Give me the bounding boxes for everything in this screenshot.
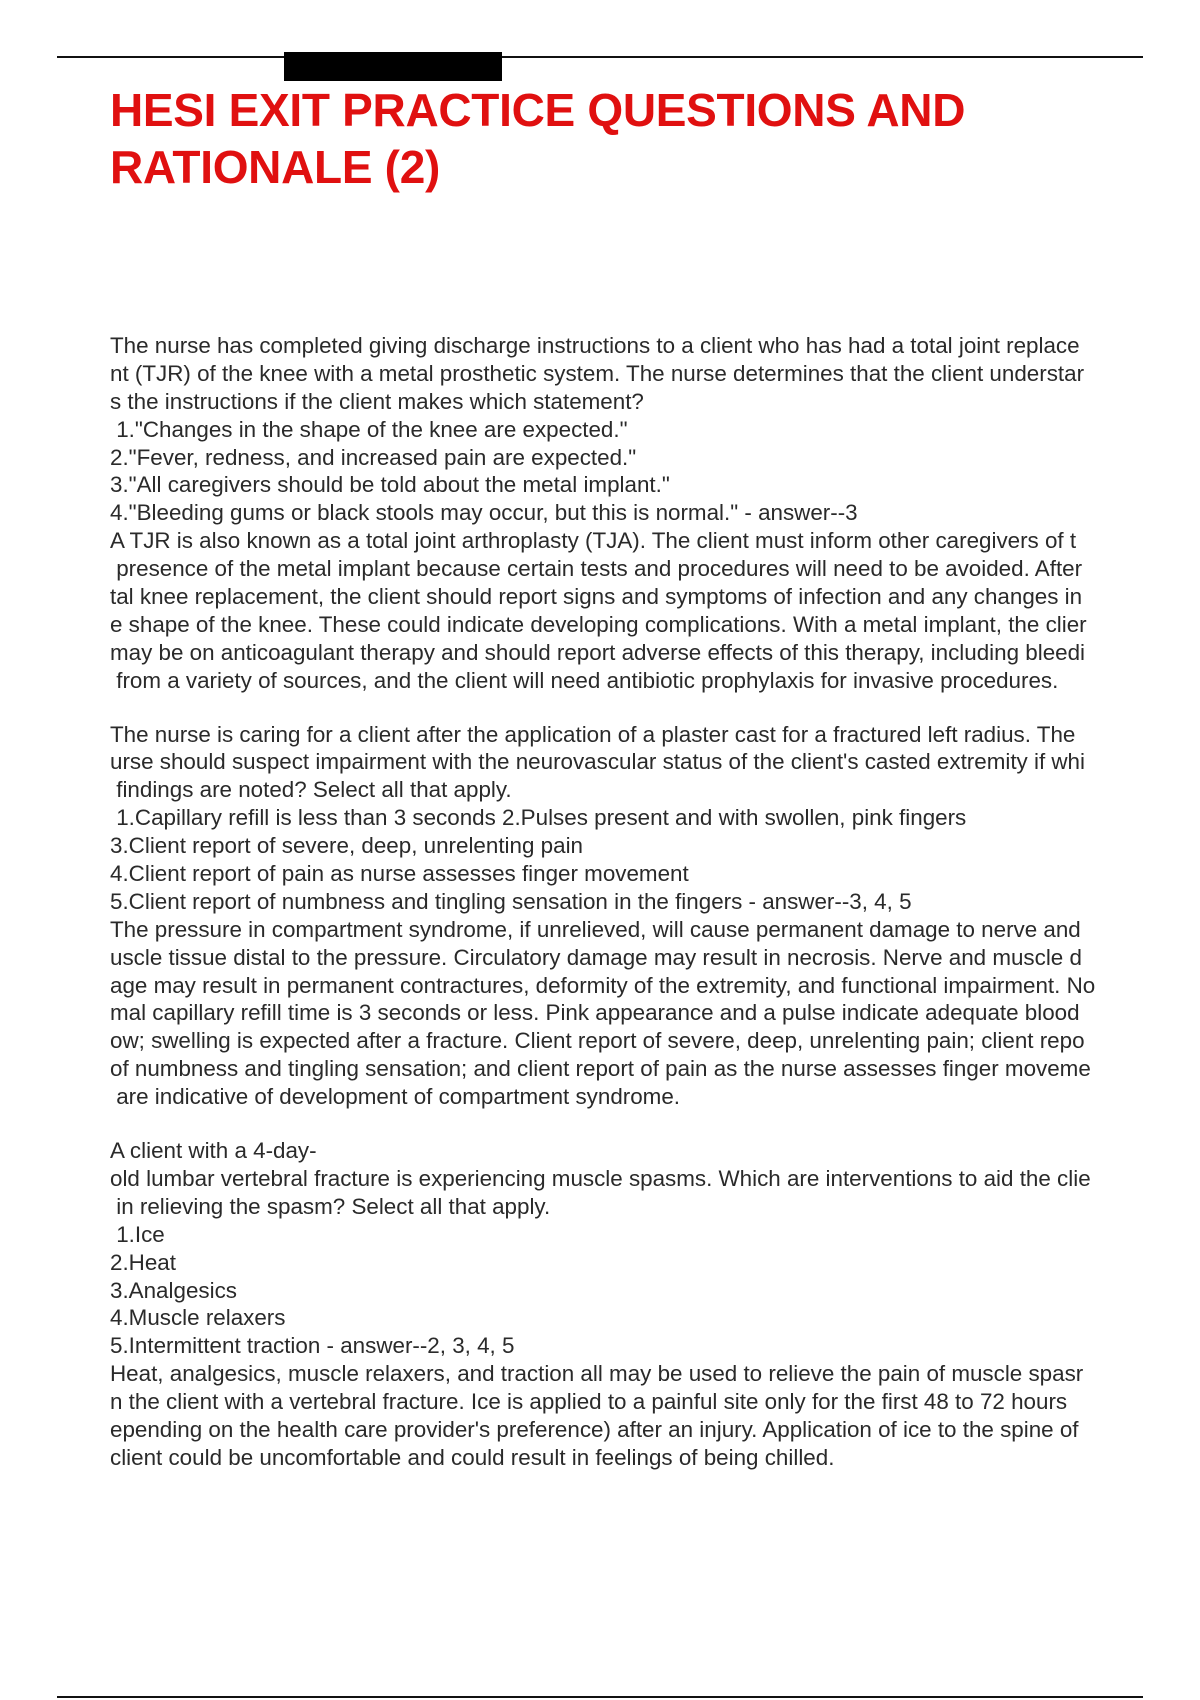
text-line: nt (TJR) of the knee with a metal prosthetic system. The nurse determines that the client understar: [110, 360, 1085, 386]
bottom-rule: [57, 1696, 1143, 1698]
top-rule: [57, 56, 1143, 58]
text-line: 3.Client report of severe, deep, unrelenting pain: [110, 833, 583, 859]
text-line: 4.Client report of pain as nurse assesses finger movement: [110, 861, 689, 887]
text-line: mal capillary refill time is 3 seconds or less. Pink appearance and a pulse indicate adequate blood: [110, 1000, 1080, 1026]
paragraph-gap: [110, 695, 1200, 721]
text-line: 3."All caregivers should be told about the metal implant.": [110, 472, 670, 498]
text-line: A TJR is also known as a total joint arthroplasty (TJA). The client must inform other caregivers of t: [110, 528, 1077, 554]
text-line: old lumbar vertebral fracture is experiencing muscle spasms. Which are interventions to aid the clie: [110, 1165, 1091, 1191]
text-line: The nurse has completed giving discharge instructions to a client who has had a total joint replace: [110, 333, 1080, 358]
text-line: tal knee replacement, the client should report signs and symptoms of infection and any changes in: [110, 584, 1083, 610]
text-line: 5.Intermittent traction - answer--2, 3, 4, 5: [110, 1333, 515, 1359]
text-line: may be on anticoagulant therapy and should report adverse effects of this therapy, including bleedi: [110, 639, 1086, 665]
text-line: are indicative of development of compartment syndrome.: [110, 1084, 680, 1110]
text-line: The nurse is caring for a client after the application of a plaster cast for a fractured left radius. The: [110, 721, 1076, 747]
text-line: Heat, analgesics, muscle relaxers, and traction all may be used to relieve the pain of muscle spasr: [110, 1361, 1084, 1387]
redaction-bar: [284, 52, 502, 81]
text-line: 4.Muscle relaxers: [110, 1305, 286, 1331]
text-line: uscle tissue distal to the pressure. Circulatory damage may result in necrosis. Nerve and muscle d: [110, 944, 1082, 970]
title-line: RATIONALE (2): [110, 141, 441, 193]
text-line: in relieving the spasm? Select all that apply.: [110, 1193, 551, 1219]
text-line: 3.Analgesics: [110, 1277, 237, 1303]
text-line: e shape of the knee. These could indicate developing complications. With a metal implant, the clier: [110, 611, 1087, 637]
text-line: presence of the metal implant because certain tests and procedures will need to be avoided. After: [110, 556, 1083, 582]
text-line: epending on the health care provider's preference) after an injury. Application of ice to the spine of: [110, 1416, 1079, 1442]
text-line: 2."Fever, redness, and increased pain are expected.": [110, 444, 637, 470]
document-title: [110, 82, 1110, 196]
paragraph-gap: [110, 1111, 1200, 1137]
text-line: A client with a 4-day-: [110, 1138, 317, 1164]
text-line: 1.Ice: [110, 1221, 165, 1247]
text-line: 2.Heat: [110, 1249, 176, 1275]
question-block: [110, 1137, 1200, 1472]
text-line: s the instructions if the client makes which statement?: [110, 388, 644, 414]
title-line: HESI EXIT PRACTICE QUESTIONS AND: [110, 84, 966, 136]
text-line: ow; swelling is expected after a fracture. Client report of severe, deep, unrelenting pain; client repo: [110, 1028, 1085, 1054]
text-line: client could be uncomfortable and could result in feelings of being chilled.: [110, 1444, 835, 1470]
text-line: findings are noted? Select all that apply.: [110, 777, 512, 803]
text-line: from a variety of sources, and the client will need antibiotic prophylaxis for invasive procedures.: [110, 667, 1059, 693]
text-line: n the client with a vertebral fracture. Ice is applied to a painful site only for the first 48 to 72 hours: [110, 1389, 1068, 1415]
text-line: age may result in permanent contractures, deformity of the extremity, and functional impairment. No: [110, 972, 1096, 998]
text-line: 5.Client report of numbness and tingling sensation in the fingers - answer--3, 4, 5: [110, 888, 912, 914]
text-line: 4."Bleeding gums or black stools may occur, but this is normal." - answer--3: [110, 500, 858, 526]
question-block: [110, 332, 1200, 695]
question-block: [110, 721, 1200, 1111]
text-line: urse should suspect impairment with the neurovascular status of the client's casted extremity if whi: [110, 749, 1085, 775]
document-body: [110, 332, 1200, 1472]
text-line: 1.Capillary refill is less than 3 seconds 2.Pulses present and with swollen, pink fingers: [110, 805, 967, 831]
text-line: The pressure in compartment syndrome, if unrelieved, will cause permanent damage to nerve and: [110, 916, 1081, 942]
text-line: 1."Changes in the shape of the knee are expected.": [110, 416, 628, 442]
text-line: of numbness and tingling sensation; and client report of pain as the nurse assesses finger moveme: [110, 1056, 1091, 1082]
